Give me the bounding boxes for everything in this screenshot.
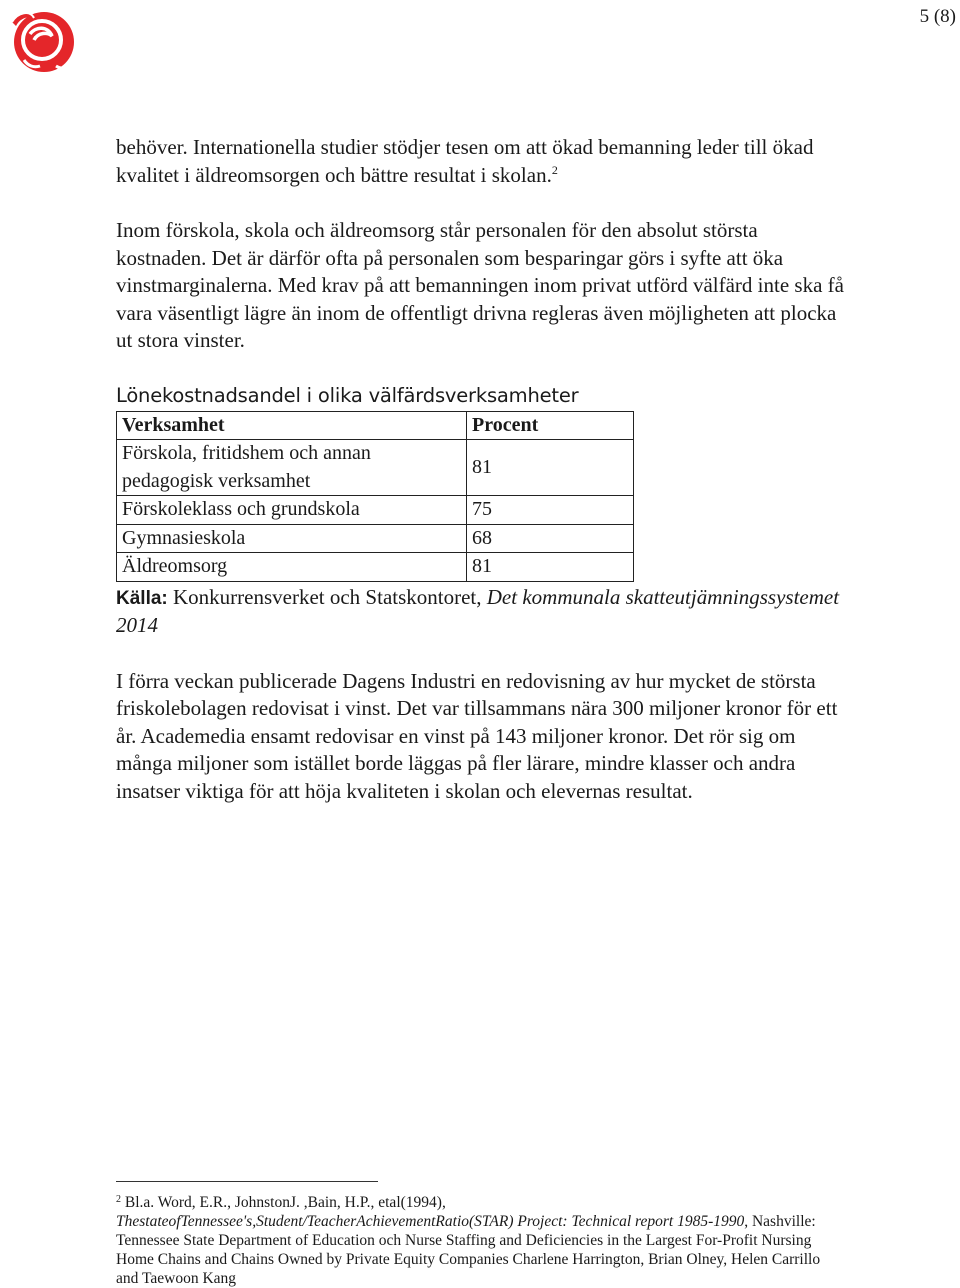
footnote-text-b: , Nashville: Tennessee State Department of Education och Nurse Staffing and Deficiencies in the Largest For-Profit Nursing Home Chains and Chains Owned by Private Equity Companies Charlene Harrington, Brian Olney, Helen Carrillo and Taewoon Kang — [116, 1213, 821, 1287]
source-publication: Det kommunala skatteutjämningssystemet 2014 — [116, 584, 840, 637]
paragraph-1-text: behöver. Internationella studier stödjer tesen om att ökad bemanning leder till ökad kvalitet i äldreomsorgen och bättre resultat i skolan. — [116, 135, 814, 187]
table-cell-label — [117, 440, 467, 496]
table-cell-value: 68 — [467, 524, 634, 553]
label-line-1: Förskola, fritidshem och annan — [122, 442, 371, 464]
paragraph-2: Inom förskola, skola och äldreomsorg står personalen för den absolut största kostnaden. Det är därför ofta på personalen som besparingar görs i syfte att öka vinstmarginalerna. Med krav på att bemanningen inom privat utförd välfärd inte ska få vara väsentligt lägre än inom de offentligt drivna regleras även möjligheten att plocka ut stora vinster. — [116, 218, 844, 352]
label-line-2: pedagogisk verksamhet — [122, 469, 311, 492]
source-label: Källa: — [116, 587, 168, 609]
paragraph-3: I förra veckan publicerade Dagens Industri en redovisning av hur mycket de största friskolebolagen redovisat i vinst. Det var tillsammans nära 300 miljoner kronor för ett år. Academedia ensamt redovisar en vinst på 143 miljoner kronor. Det rör sig om många miljoner som istället borde läggas på fler lärare, mindre klasser och andra insatser viktiga för att höja kvaliteten i skolan och elevernas resultat. — [116, 668, 838, 803]
table-cell-label: Äldreomsorg — [117, 553, 467, 582]
paragraph-1 — [116, 134, 846, 189]
table-cell-value: 75 — [467, 496, 634, 525]
column-header-procent: Procent — [467, 411, 634, 440]
wage-share-table — [116, 411, 634, 582]
footnote-title: ThestateofTennessee's,Student/TeacherAchievementRatio(STAR) Project: Technical report 1985-1990 — [116, 1213, 745, 1230]
table-header-row — [117, 411, 634, 440]
column-header-verksamhet: Verksamhet — [117, 411, 467, 440]
table-title: Lönekostnadsandel i olika välfärdsverksamheter — [116, 383, 579, 407]
page-number: 5 (8) — [919, 6, 956, 27]
footnote-number: 2 — [116, 1194, 121, 1205]
footnote-divider — [116, 1181, 378, 1182]
table-source — [116, 584, 846, 640]
table-cell-value: 81 — [467, 553, 634, 582]
table-row — [117, 524, 634, 553]
footnote — [116, 1193, 836, 1288]
table-row — [117, 440, 634, 496]
table-row — [117, 496, 634, 525]
table-cell-label: Förskoleklass och grundskola — [117, 496, 467, 525]
table-row — [117, 553, 634, 582]
table-cell-value: 81 — [467, 440, 634, 496]
source-text: Konkurrensverket och Statskontoret, — [173, 584, 482, 609]
party-rose-logo-icon — [4, 4, 78, 78]
table-cell-label: Gymnasieskola — [117, 524, 467, 553]
document-body — [116, 134, 846, 805]
footnote-text-a: Bl.a. Word, E.R., JohnstonJ. ,Bain, H.P., etal(1994), — [124, 1194, 446, 1211]
footnote-ref[interactable]: 2 — [551, 162, 558, 177]
